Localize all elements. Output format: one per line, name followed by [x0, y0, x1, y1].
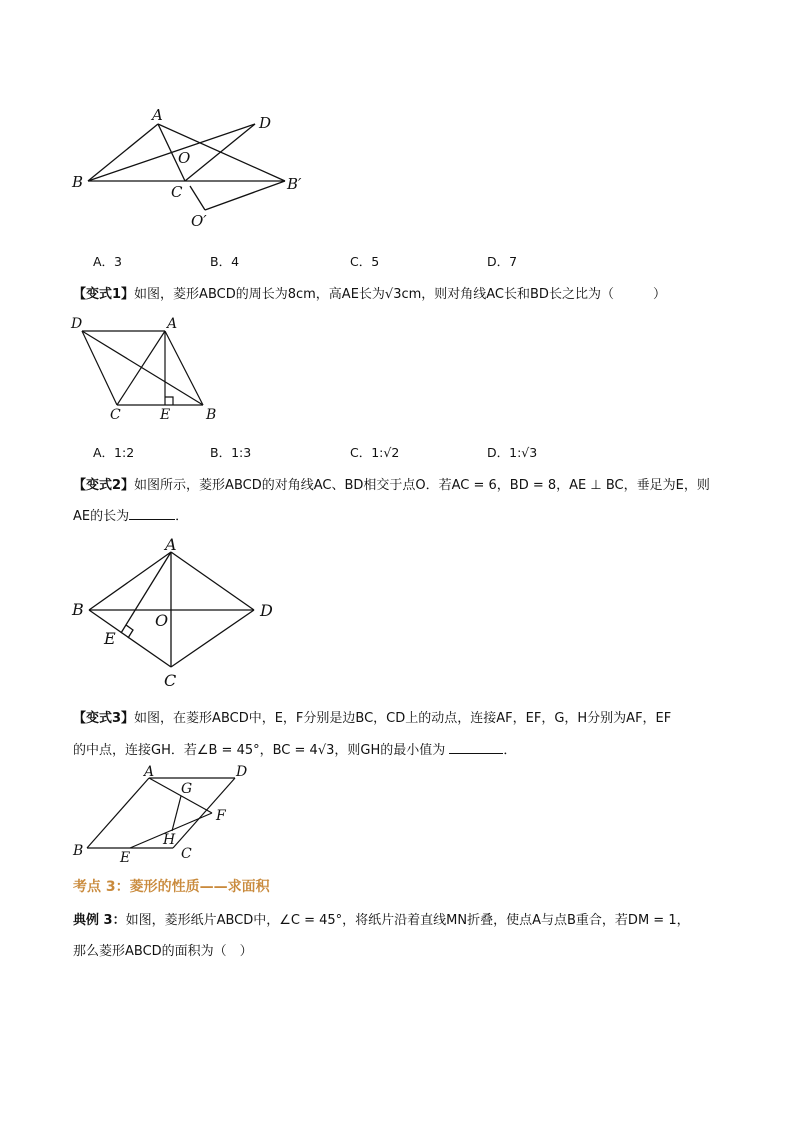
- variant1-option-d: D．1:√3: [487, 445, 538, 460]
- fig4-label-e: E: [120, 850, 131, 866]
- option-c: C．5: [350, 254, 380, 269]
- variant3-text-line2-end: ．: [503, 743, 517, 758]
- example3-question-line2: [73, 940, 253, 959]
- variant1-tag: 【变式1】: [73, 287, 135, 302]
- variant2-answer-blank[interactable]: [129, 507, 175, 520]
- fig4-label-c: C: [181, 846, 192, 862]
- figure-3-rhombus-diagonals: [0, 530, 794, 690]
- fig3-label-c: C: [164, 671, 177, 690]
- fig2-label-c: C: [110, 407, 121, 423]
- fig1-label-d: D: [259, 114, 272, 132]
- fig1-label-o: O: [178, 149, 191, 167]
- fig4-label-a: A: [144, 764, 155, 780]
- fig1-label-a: A: [152, 106, 163, 124]
- fig1-label-b-prime: B′: [287, 175, 302, 193]
- fig2-label-d: D: [71, 316, 83, 332]
- variant1-text: 如图，菱形ABCD的周长为8cm，高AE长为√3cm，则对角线AC长和BD长之比为（ ）: [134, 287, 666, 302]
- example3-tag: 典例 3：: [73, 913, 126, 928]
- variant1-option-c: C．1:√2: [350, 445, 400, 460]
- variant2-question-line2: [73, 505, 188, 524]
- variant1-option-b: B．1:3: [210, 445, 252, 460]
- fig4-label-b: B: [73, 843, 84, 859]
- figure-1-rhombus-fold: [0, 0, 794, 240]
- fig4-label-d: D: [236, 764, 248, 780]
- fig1-label-c: C: [171, 183, 183, 201]
- fig4-label-g: G: [181, 781, 193, 797]
- option-a: A．3: [93, 254, 123, 269]
- section-heading: 考点 3：菱形的性质——求面积: [73, 879, 270, 895]
- fig2-label-e: E: [160, 407, 171, 423]
- variant2-question-line1: [73, 474, 710, 493]
- fig1-label-o-prime: O′: [191, 212, 207, 230]
- fig3-label-d: D: [260, 601, 273, 620]
- figure-2-rhombus-height: [0, 300, 794, 430]
- variant3-text-line1: 如图，在菱形ABCD中，E，F分别是边BC，CD上的动点，连接AF，EF，G，H分别为AF，EF: [134, 711, 672, 726]
- fig2-label-b: B: [206, 407, 217, 423]
- example3-question-line1: [73, 909, 690, 928]
- fig1-label-b: B: [72, 173, 84, 191]
- fig4-label-f: F: [216, 808, 226, 824]
- variant2-text-line1: 如图所示，菱形ABCD的对角线AC、BD相交于点O．若AC = 6，BD = 8，AE ⊥ BC，垂足为E，则: [134, 478, 710, 493]
- figure-4-rhombus-midpoints: [0, 760, 794, 870]
- variant3-text-line2: 的中点，连接GH．若∠B = 45°，BC = 4√3，则GH的最小值为: [73, 743, 450, 758]
- variant3-question-line1: [73, 707, 671, 726]
- fig3-label-o: O: [155, 611, 169, 630]
- variant1-option-a: A．1:2: [93, 445, 135, 460]
- variant2-text-line2-end: ．: [175, 509, 189, 524]
- fig4-label-h: H: [163, 832, 176, 848]
- fig3-label-e: E: [104, 629, 116, 648]
- fig3-label-a: A: [165, 535, 177, 554]
- variant3-question-line2: [73, 739, 516, 758]
- variant2-tag: 【变式2】: [73, 478, 135, 493]
- variant2-text-line2: AE的长为: [73, 509, 130, 524]
- fig2-label-a: A: [167, 316, 178, 332]
- variant3-tag: 【变式3】: [73, 711, 135, 726]
- option-b: B．4: [210, 254, 240, 269]
- option-d: D．7: [487, 254, 518, 269]
- example3-text-line1: 如图，菱形纸片ABCD中，∠C = 45°，将纸片沿着直线MN折叠，使点A与点B重合，若DM = 1，: [125, 913, 690, 928]
- example3-text-line2: 那么菱形ABCD的面积为（ ）: [73, 944, 253, 959]
- fig3-label-b: B: [72, 600, 84, 619]
- variant3-answer-blank[interactable]: [449, 741, 503, 754]
